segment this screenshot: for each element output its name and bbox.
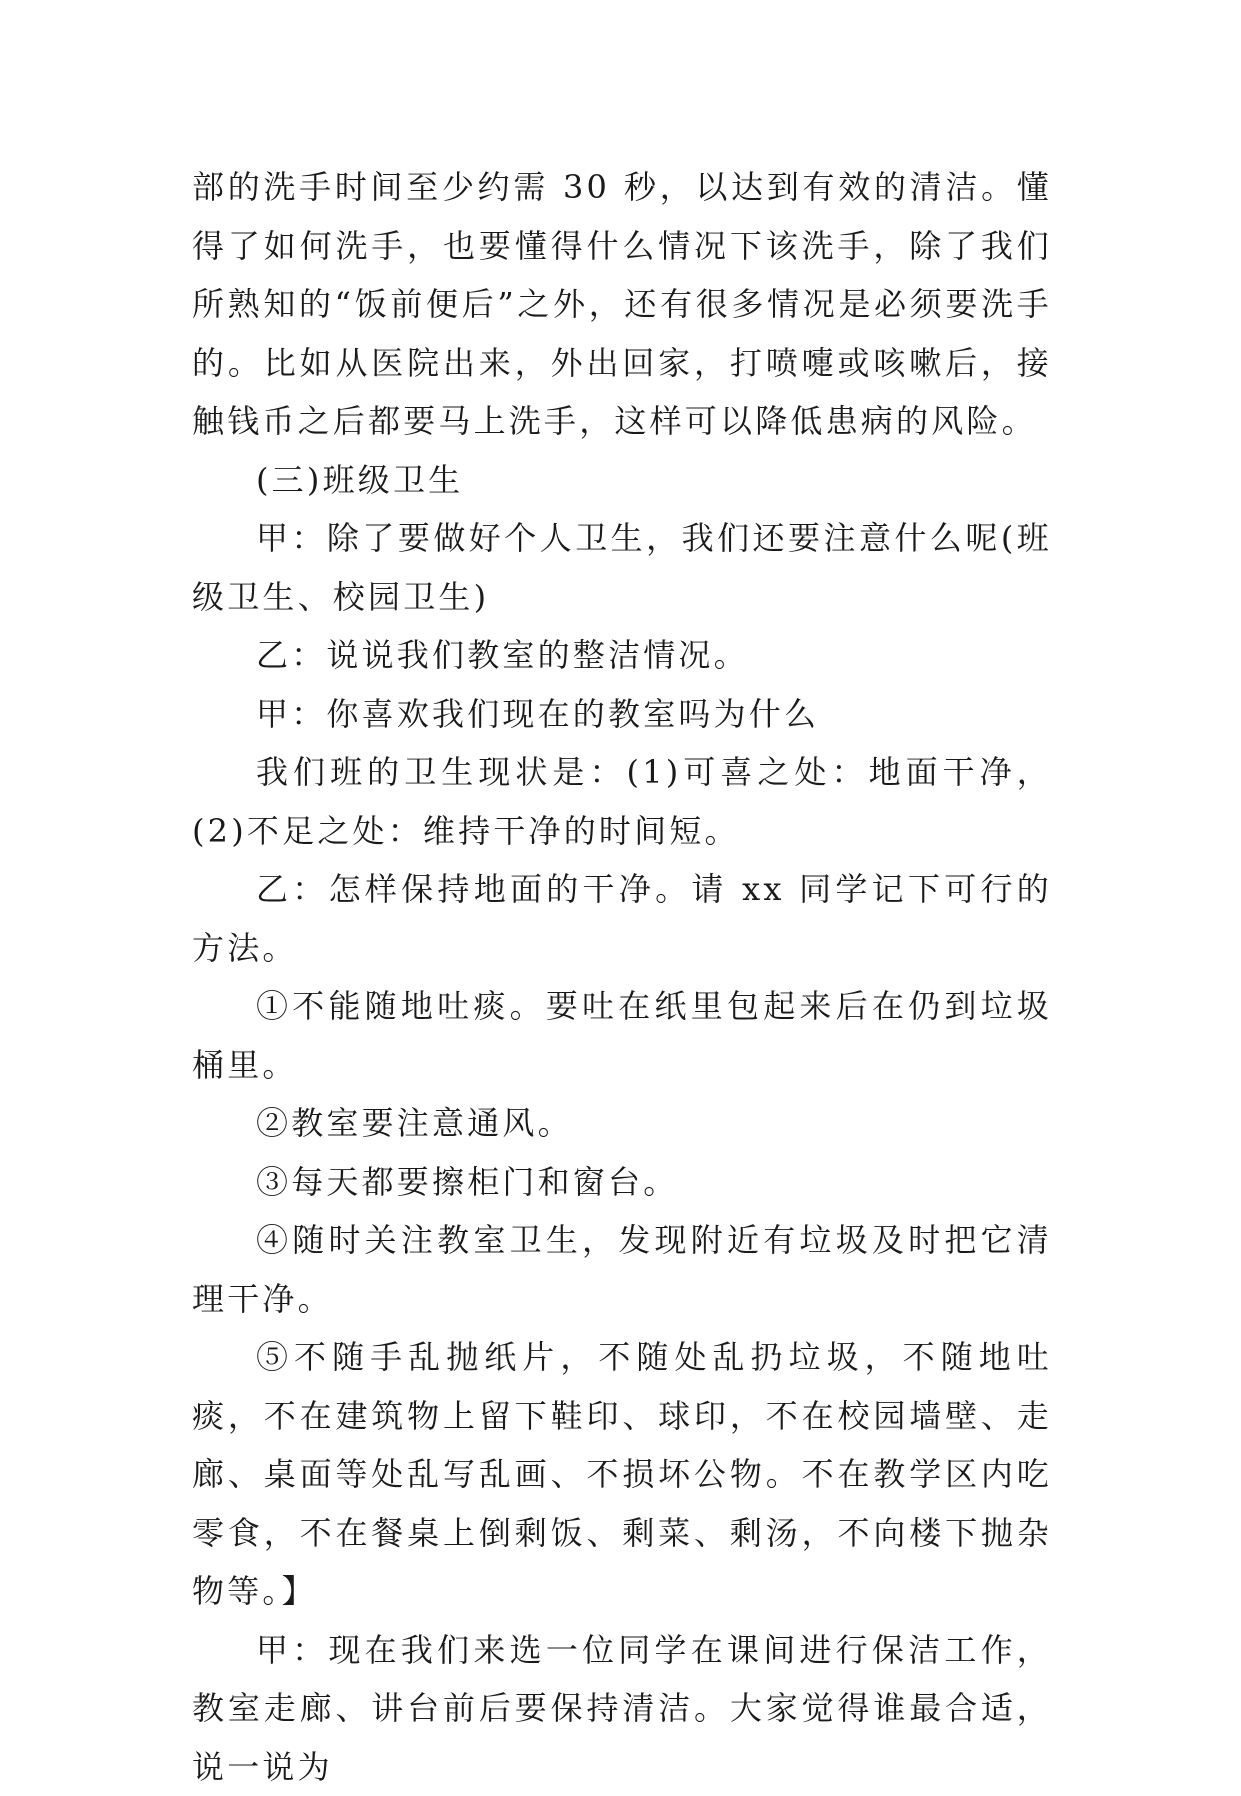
paragraph-dialogue-b2: 乙：怎样保持地面的干净。请 xx 同学记下可行的方法。 xyxy=(192,860,1052,977)
paragraph-handwashing: 部的洗手时间至少约需 30 秒，以达到有效的清洁。懂得了如何洗手，也要懂得什么情况下该洗手，除了我们所熟知的“饭前便后”之外，还有很多情况是必须要洗手的。比如从医院出来，外出回家，打喷嚏或咳嗽后，接触钱币之后都要马上洗手，这样可以降低患病的风险。 xyxy=(192,158,1052,451)
list-item-2: ②教室要注意通风。 xyxy=(192,1094,1052,1153)
section-heading-class-hygiene: (三)班级卫生 xyxy=(192,451,1052,510)
list-item-4: ④随时关注教室卫生，发现附近有垃圾及时把它清理干净。 xyxy=(192,1211,1052,1328)
paragraph-dialogue-a3: 甲：现在我们来选一位同学在课间进行保洁工作，教室走廊、讲台前后要保持清洁。大家觉得谁最合适，说一说为 xyxy=(192,1621,1052,1796)
paragraph-dialogue-a2: 甲：你喜欢我们现在的教室吗为什么 xyxy=(192,685,1052,744)
list-item-1: ①不能随地吐痰。要吐在纸里包起来后在仍到垃圾桶里。 xyxy=(192,977,1052,1094)
list-item-3: ③每天都要擦柜门和窗台。 xyxy=(192,1153,1052,1212)
document-body xyxy=(192,158,1052,1796)
paragraph-dialogue-a1: 甲：除了要做好个人卫生，我们还要注意什么呢(班级卫生、校园卫生) xyxy=(192,509,1052,626)
paragraph-status: 我们班的卫生现状是：(1)可喜之处：地面干净，(2)不足之处：维持干净的时间短。 xyxy=(192,743,1052,860)
paragraph-dialogue-b1: 乙：说说我们教室的整洁情况。 xyxy=(192,626,1052,685)
list-item-5: ⑤不随手乱抛纸片，不随处乱扔垃圾，不随地吐痰，不在建筑物上留下鞋印、球印，不在校园墙壁、走廊、桌面等处乱写乱画、不损坏公物。不在教学区内吃零食，不在餐桌上倒剩饭、剩菜、剩汤，不向楼下抛杂物等。】 xyxy=(192,1328,1052,1621)
